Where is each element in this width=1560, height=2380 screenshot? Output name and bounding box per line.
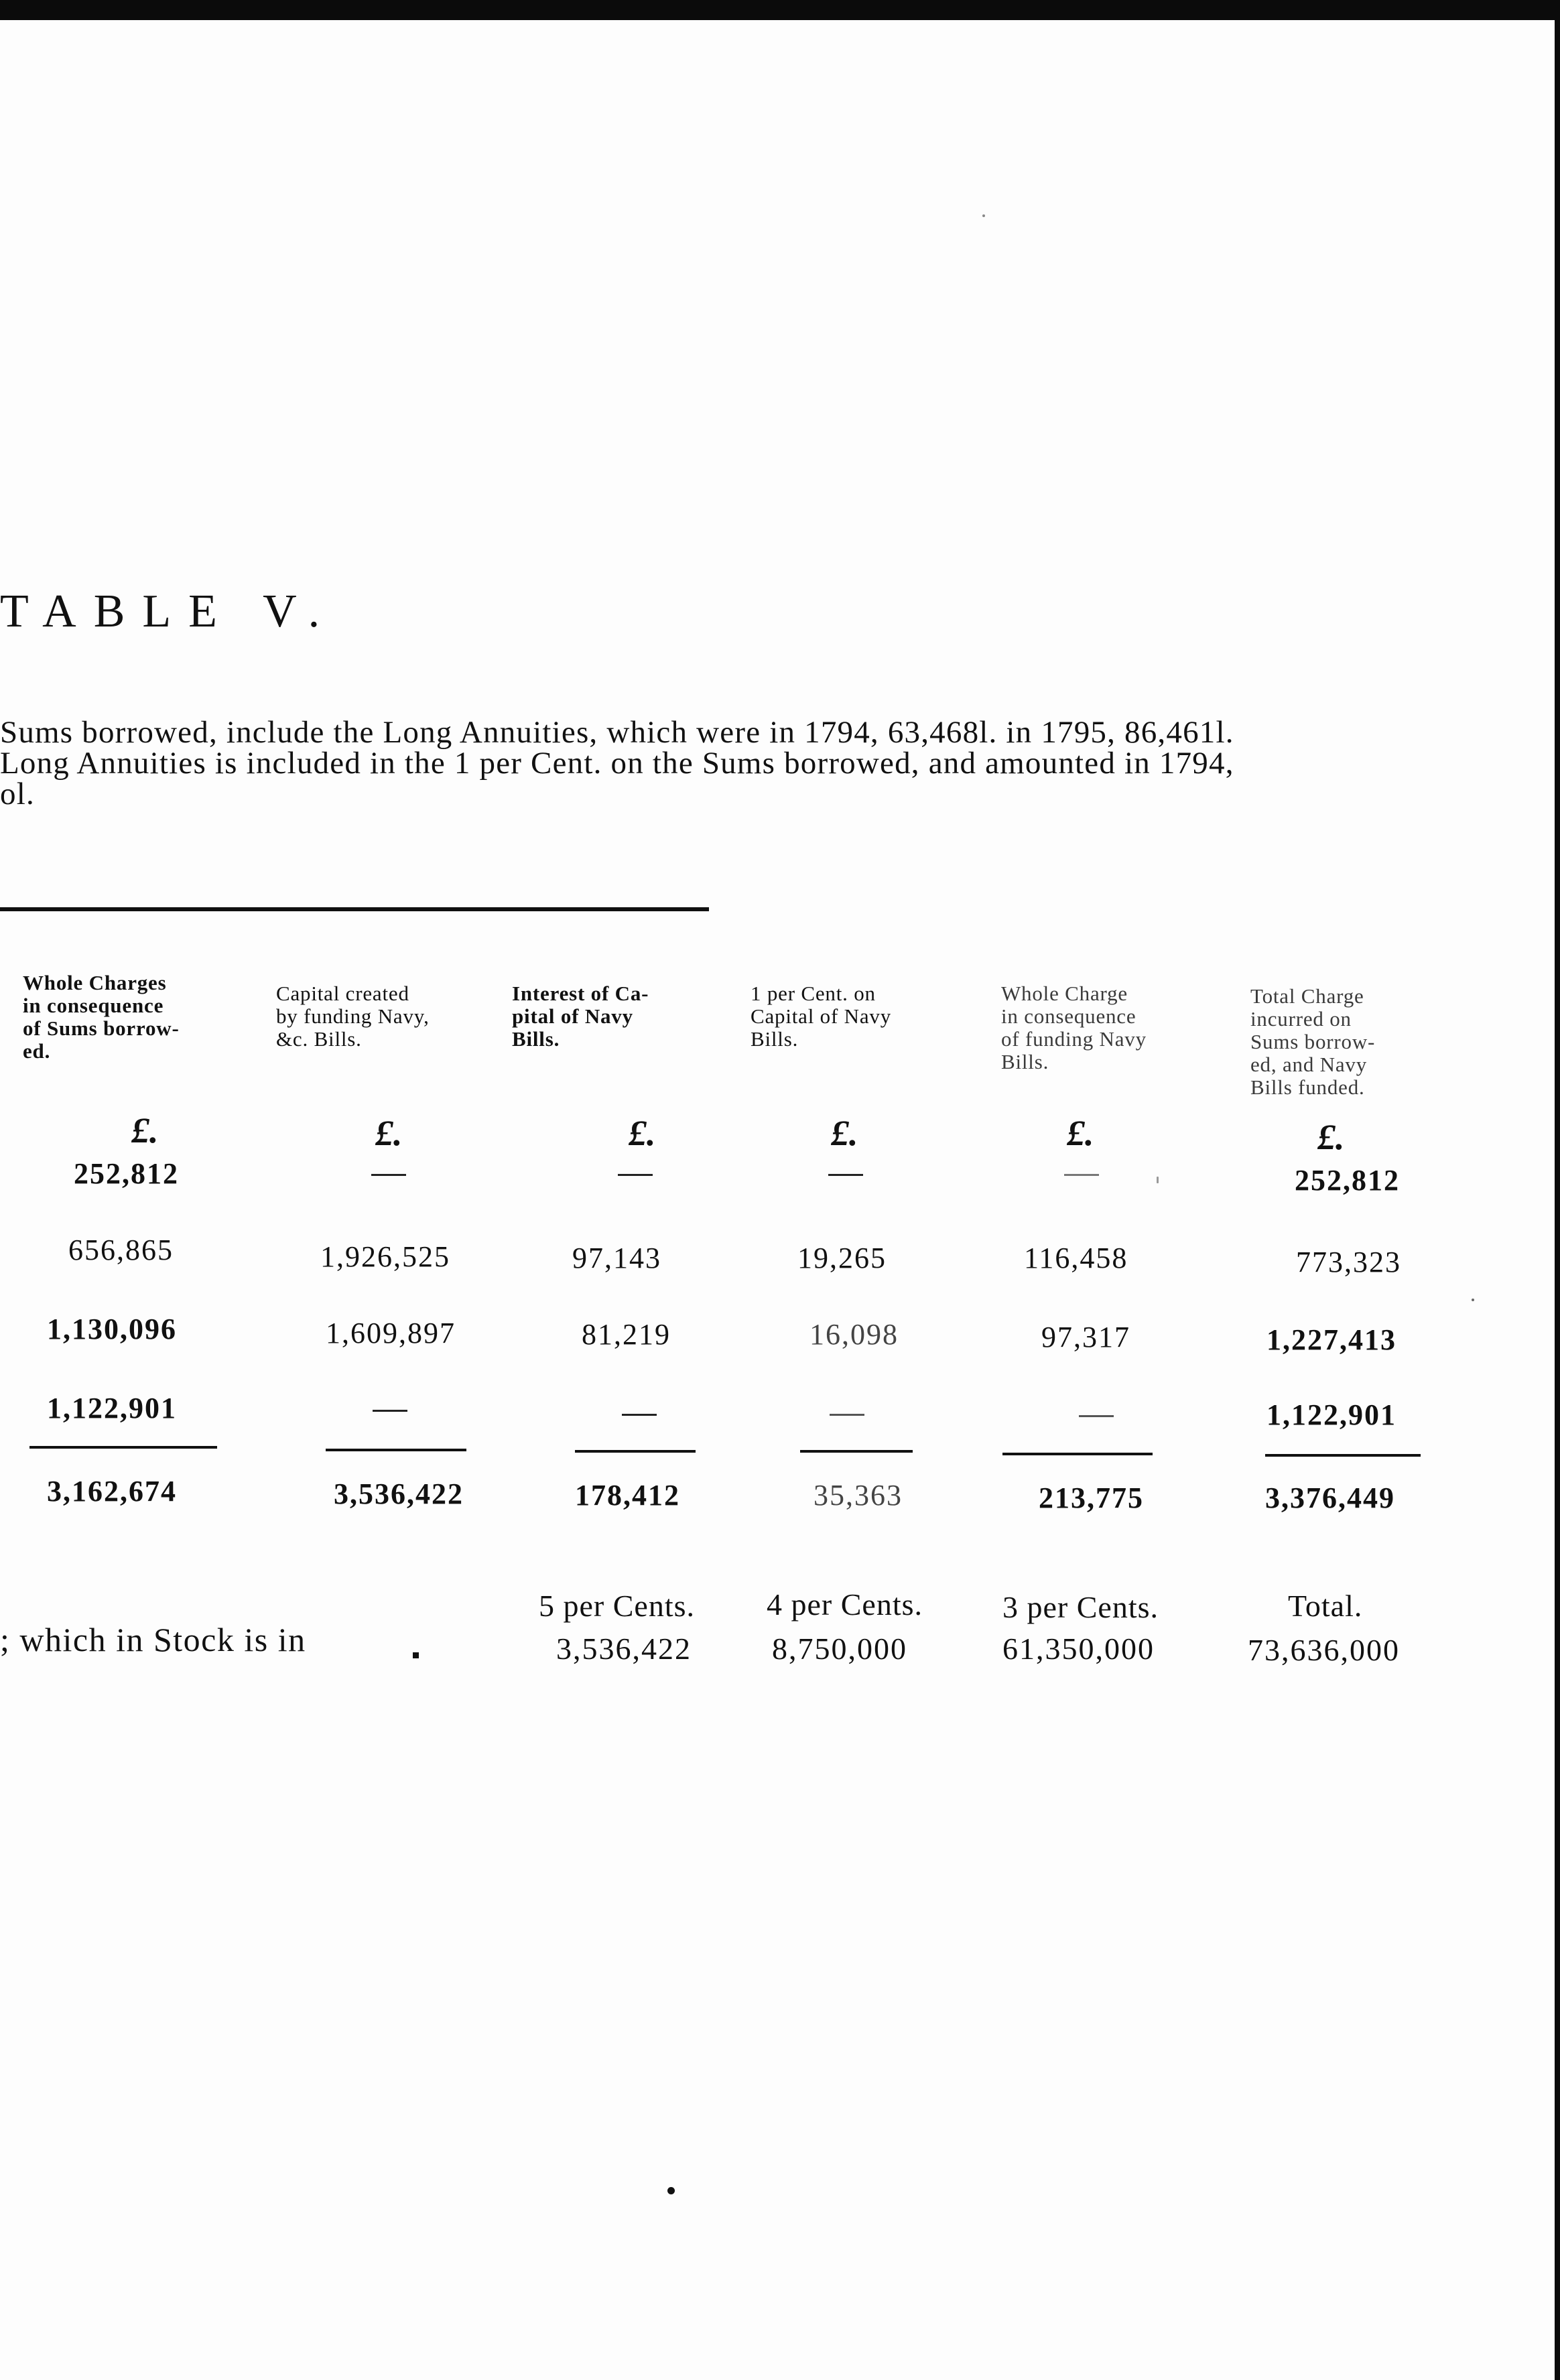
table-cell: 773,323 (1296, 1246, 1401, 1278)
total-cell: 3,536,422 (334, 1477, 464, 1510)
stock-heading: Total. (1288, 1589, 1363, 1623)
empty-cell-dash (830, 1414, 864, 1416)
table-cell: 1,122,901 (47, 1392, 177, 1425)
note-line: Long Annuities is included in the 1 per Cent. on the Sums borrowed, and amounted in 1794, (0, 746, 1234, 781)
column-unit: £. (1067, 1113, 1094, 1153)
leader-dot (413, 1652, 419, 1658)
column-unit: £. (831, 1113, 858, 1153)
table-cell: 97,143 (572, 1242, 661, 1274)
total-rule (800, 1450, 913, 1453)
header-rule (0, 907, 709, 911)
column-unit: £. (1317, 1117, 1345, 1157)
stock-value: 61,350,000 (1002, 1632, 1155, 1666)
note-line: ol. (0, 777, 35, 811)
column-unit: £. (375, 1113, 403, 1153)
empty-cell-dash (373, 1410, 407, 1412)
scan-right-border (1555, 0, 1560, 2380)
table-cell: 19,265 (797, 1242, 887, 1274)
page-title: TABLE V. (0, 586, 338, 637)
total-rule (575, 1450, 696, 1453)
column-header-total-charge: Total Charge incurred on Sums borrow- ed, and Navy Bills funded. (1250, 984, 1376, 1099)
total-cell: 213,775 (1039, 1481, 1144, 1514)
scan-top-border (0, 0, 1560, 20)
table-cell: 252,812 (74, 1157, 179, 1190)
table-cell: 252,812 (1295, 1164, 1400, 1197)
note-line: Sums borrowed, include the Long Annuities, which were in 1794, 63,468l. in 1795, 86,461l. (0, 715, 1234, 750)
column-header-whole-charge-navy: Whole Charge in consequence of funding Navy Bills. (1001, 982, 1147, 1073)
scan-speck (667, 2187, 675, 2194)
total-cell: 3,376,449 (1265, 1481, 1395, 1514)
total-rule (1002, 1453, 1153, 1455)
table-cell: 1,130,096 (47, 1313, 177, 1345)
column-header-one-per-cent: 1 per Cent. on Capital of Navy Bills. (751, 982, 892, 1051)
stock-heading: 3 per Cents. (1002, 1590, 1159, 1624)
scan-speck (982, 214, 985, 217)
stock-heading: 5 per Cents. (539, 1589, 696, 1623)
table-cell: 16,098 (809, 1318, 899, 1351)
total-cell: 3,162,674 (47, 1475, 177, 1508)
table-cell: 81,219 (582, 1318, 671, 1351)
total-rule (29, 1446, 217, 1449)
column-header-interest-of-capital: Interest of Ca- pital of Navy Bills. (512, 982, 649, 1051)
column-header-whole-charges: Whole Charges in consequence of Sums borrow- ed. (23, 971, 180, 1063)
stock-value: 73,636,000 (1248, 1633, 1400, 1667)
table-cell: 1,926,525 (320, 1240, 450, 1273)
empty-cell-dash (371, 1174, 406, 1176)
table-cell: 1,122,901 (1266, 1398, 1396, 1431)
table-cell: 1,227,413 (1266, 1323, 1396, 1356)
scan-speck (1157, 1177, 1159, 1183)
table-cell: 656,865 (68, 1234, 174, 1266)
column-header-capital-created: Capital created by funding Navy, &c. Bills. (276, 982, 430, 1051)
total-cell: 178,412 (575, 1479, 680, 1512)
table-note (0, 717, 1447, 809)
empty-cell-dash (618, 1174, 653, 1176)
stock-label: ; which in Stock is in (0, 1621, 306, 1658)
stock-value: 3,536,422 (556, 1632, 692, 1666)
scan-speck (1472, 1299, 1474, 1301)
stock-heading: 4 per Cents. (767, 1587, 923, 1622)
empty-cell-dash (1064, 1174, 1099, 1176)
column-unit: £. (131, 1110, 159, 1150)
table-cell: 116,458 (1024, 1242, 1128, 1274)
empty-cell-dash (1079, 1415, 1114, 1417)
empty-cell-dash (828, 1174, 863, 1176)
empty-cell-dash (622, 1414, 657, 1416)
total-rule (1265, 1454, 1421, 1457)
total-rule (326, 1449, 466, 1451)
table-cell: 97,317 (1041, 1321, 1130, 1353)
table-cell: 1,609,897 (326, 1317, 456, 1349)
column-unit: £. (629, 1113, 656, 1153)
total-cell: 35,363 (814, 1479, 903, 1512)
stock-value: 8,750,000 (772, 1632, 907, 1666)
